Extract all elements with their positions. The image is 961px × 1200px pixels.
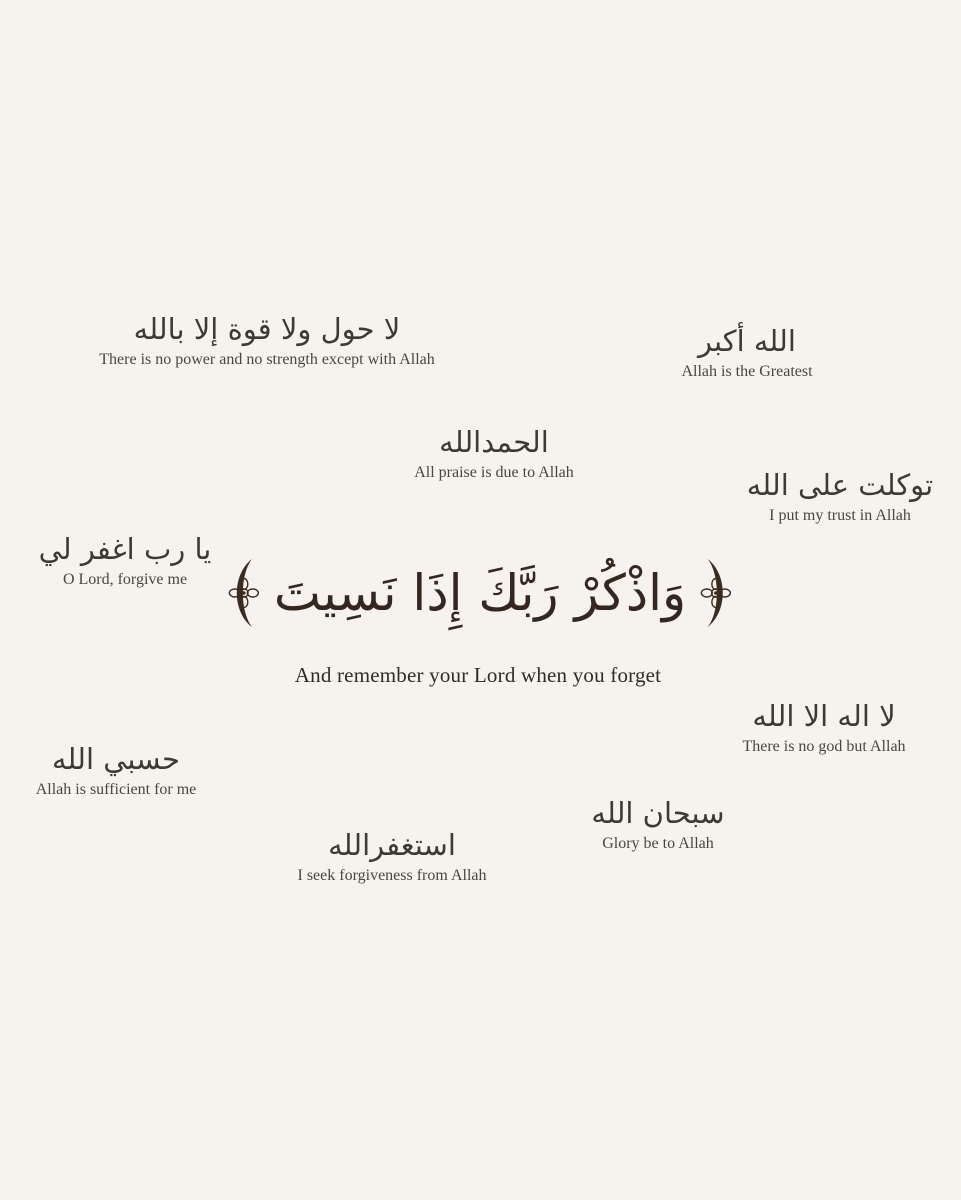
phrase-allahu-akbar bbox=[681, 322, 812, 382]
ornament-left-icon bbox=[222, 553, 268, 633]
phrase-arabic: توكلت على الله bbox=[746, 468, 934, 502]
phrase-translation: I put my trust in Allah bbox=[769, 507, 911, 524]
phrase-subhanallah bbox=[591, 794, 724, 854]
phrase-translation: There is no power and no strength except with Allah bbox=[99, 351, 435, 368]
ornament-right-icon bbox=[692, 553, 738, 633]
verse-translation: And remember your Lord when you forget bbox=[294, 663, 662, 687]
main-verse bbox=[222, 548, 738, 638]
phrase-arabic: الحمدالله bbox=[439, 425, 549, 459]
phrase-ya-rabb bbox=[39, 530, 212, 590]
phrase-arabic: استغفرالله bbox=[328, 828, 456, 862]
phrase-tawakkaltu bbox=[747, 466, 934, 526]
phrase-translation: Allah is the Greatest bbox=[681, 363, 813, 380]
phrase-astaghfirullah bbox=[298, 826, 487, 886]
verse-arabic: وَاذْكُرْ رَبَّكَ إِذَا نَسِيتَ bbox=[273, 564, 687, 622]
phrase-alhamdulillah bbox=[414, 423, 574, 483]
phrase-arabic: الله أكبر bbox=[698, 324, 796, 358]
phrase-la-ilaha bbox=[742, 697, 905, 757]
phrase-arabic: لا حول ولا قوة إلا بالله bbox=[133, 312, 401, 346]
phrase-arabic: سبحان الله bbox=[591, 796, 725, 830]
phrase-translation: Glory be to Allah bbox=[602, 835, 714, 852]
phrase-translation: I seek forgiveness from Allah bbox=[297, 867, 487, 884]
phrase-arabic: يا رب اغفر لي bbox=[38, 532, 212, 566]
phrase-arabic: لا اله الا الله bbox=[752, 699, 896, 733]
phrase-arabic: حسبي الله bbox=[52, 742, 180, 776]
phrase-la-hawla bbox=[99, 310, 434, 370]
phrase-translation: O Lord, forgive me bbox=[62, 571, 188, 588]
phrase-translation: Allah is sufficient for me bbox=[35, 781, 197, 798]
phrase-translation: All praise is due to Allah bbox=[414, 464, 574, 481]
phrase-translation: There is no god but Allah bbox=[742, 738, 906, 755]
phrase-hasbi bbox=[36, 740, 197, 800]
